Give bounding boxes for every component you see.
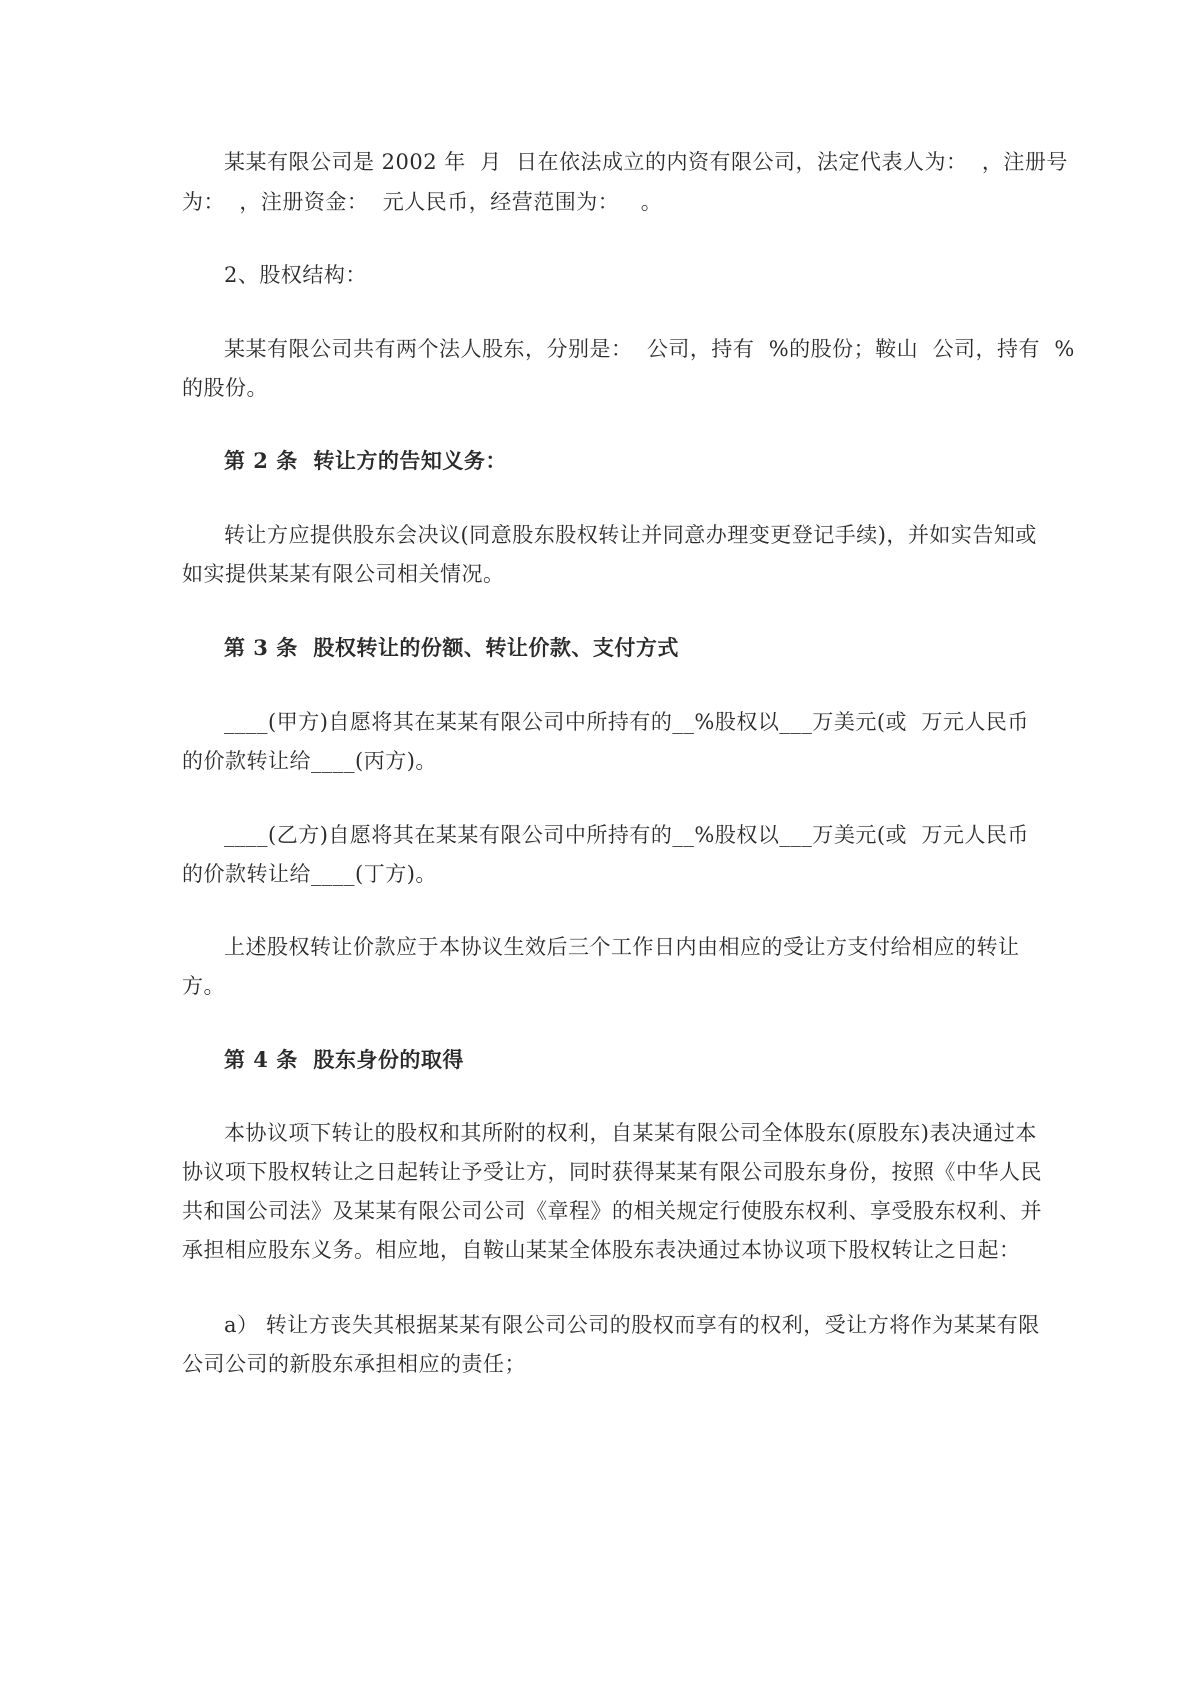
- paragraph-notification-line1: 转让方应提供股东会决议(同意股东股权转让并同意办理变更登记手续)，并如实告知或: [224, 523, 1037, 547]
- paragraph-transfer-yi-line2: 的价款转让给____(丁方)。: [182, 862, 437, 886]
- paragraph-identity-line3: 共和国公司法》及某某有限公司公司《章程》的相关规定行使股东权利、享受股东权利、并: [182, 1199, 1042, 1223]
- paragraph-transfer-jia-line2: 的价款转让给____(丙方)。: [182, 749, 437, 773]
- paragraph-payment-line2: 方。: [182, 974, 225, 998]
- paragraph-transfer-yi-line1: ____(乙方)自愿将其在某某有限公司中所持有的__%股权以___万美元(或 万元人民币: [224, 823, 1029, 847]
- paragraph-company-info-line1: 某某有限公司是 2002 年 月 日在依法成立的内资有限公司，法定代表人为： ，注册号: [224, 150, 1068, 174]
- article-4-heading: 第 4 条 股东身份的取得: [224, 1047, 464, 1072]
- heading-equity-structure: 2、股权结构：: [224, 263, 367, 287]
- paragraph-shareholders-line1: 某某有限公司共有两个法人股东，分别是： 公司，持有 %的股份；鞍山 公司，持有 %: [224, 337, 1075, 361]
- paragraph-payment-line1: 上述股权转让价款应于本协议生效后三个工作日内由相应的受让方支付给相应的转让: [224, 935, 1020, 959]
- paragraph-shareholders-line2: 的股份。: [182, 376, 268, 400]
- article-3-heading: 第 3 条 股权转让的份额、转让价款、支付方式: [224, 635, 679, 660]
- paragraph-item-a-line1: a） 转让方丧失其根据某某有限公司公司的股权而享有的权利，受让方将作为某某有限: [224, 1313, 1040, 1337]
- article-2-heading: 第 2 条 转让方的告知义务：: [224, 448, 507, 473]
- paragraph-identity-line1: 本协议项下转让的股权和其所附的权利，自某某有限公司全体股东(原股东)表决通过本: [224, 1121, 1037, 1145]
- paragraph-notification-line2: 如实提供某某有限公司相关情况。: [182, 562, 505, 586]
- paragraph-item-a-line2: 公司公司的新股东承担相应的责任；: [182, 1352, 526, 1376]
- paragraph-identity-line2: 协议项下股权转让之日起转让予受让方，同时获得某某有限公司股东身份，按照《中华人民: [182, 1160, 1042, 1184]
- paragraph-company-info-line2: 为： ，注册资金： 元人民币，经营范围为： 。: [182, 190, 663, 214]
- paragraph-transfer-jia-line1: ____(甲方)自愿将其在某某有限公司中所持有的__%股权以___万美元(或 万元人民币: [224, 710, 1029, 734]
- paragraph-identity-line4: 承担相应股东义务。相应地，自鞍山某某全体股东表决通过本协议项下股权转让之日起：: [182, 1238, 1021, 1262]
